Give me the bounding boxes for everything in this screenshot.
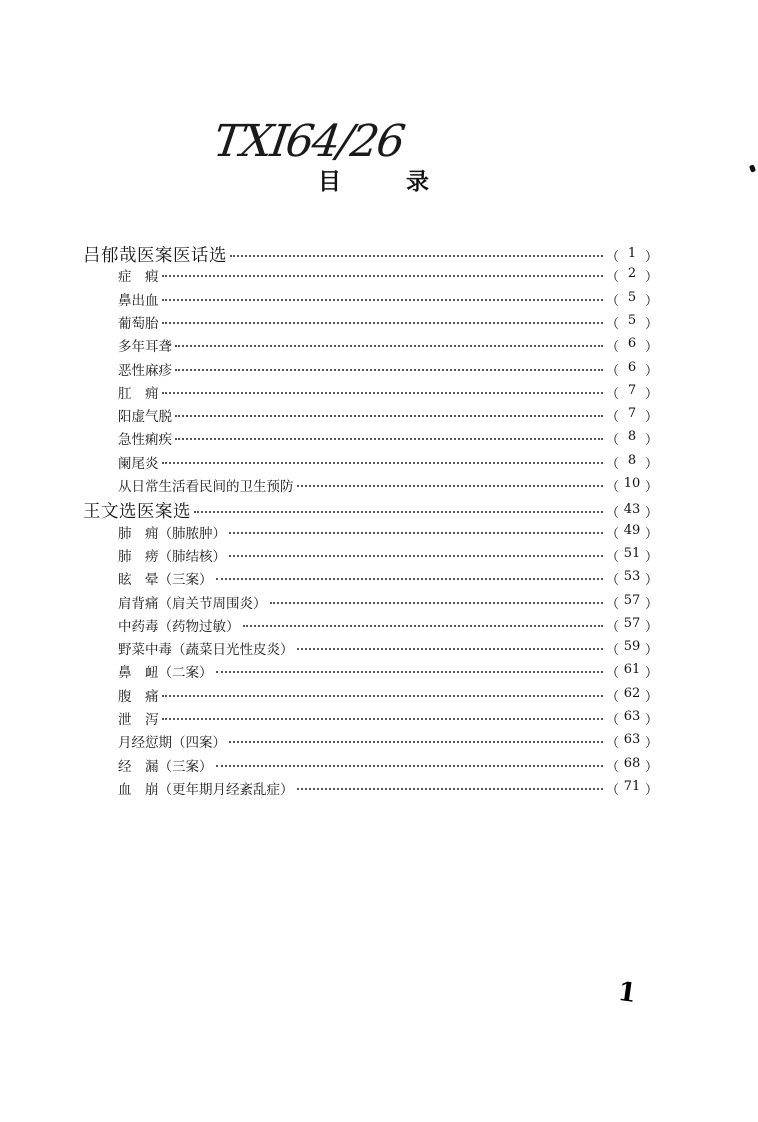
- toc-page-ref: [606, 336, 658, 355]
- toc-page-ref: [606, 383, 658, 402]
- toc-page-ref: [606, 686, 658, 705]
- toc-page-ref: [606, 453, 658, 472]
- close-paren: ）: [644, 457, 658, 472]
- toc-entry-title: 鼻出血: [118, 293, 159, 309]
- close-paren: ）: [644, 550, 658, 565]
- open-paren: （: [606, 317, 620, 332]
- dot-leader: [216, 577, 604, 580]
- page-title: [318, 171, 429, 194]
- open-paren: （: [606, 364, 620, 379]
- toc-entry-title: 眩 晕（三案）: [118, 572, 213, 588]
- toc-entry-title: 症 瘕: [118, 269, 159, 285]
- open-paren: （: [606, 527, 620, 542]
- open-paren: （: [606, 736, 620, 751]
- open-paren: （: [606, 480, 620, 495]
- toc-entry: [118, 661, 658, 683]
- close-paren: ）: [644, 480, 658, 495]
- ink-mark: [749, 164, 756, 172]
- close-paren: ）: [644, 364, 658, 379]
- page-ref-number: 51: [623, 546, 641, 561]
- close-paren: ）: [644, 410, 658, 425]
- toc-entry-title: 肺 痨（肺结核）: [118, 549, 226, 565]
- page-ref-number: 63: [623, 732, 641, 747]
- dot-leader: [243, 624, 604, 627]
- close-paren: ）: [644, 387, 658, 402]
- close-paren: ）: [644, 597, 658, 612]
- open-paren: （: [606, 620, 620, 635]
- open-paren: （: [606, 760, 620, 775]
- toc-entry-title: 血 崩（更年期月经紊乱症）: [118, 782, 294, 798]
- close-paren: ）: [644, 713, 658, 728]
- page-ref-number: 6: [627, 336, 637, 351]
- toc-entry-title: 急性痢疾: [118, 432, 172, 448]
- dot-leader: [175, 437, 603, 440]
- page-ref-number: 57: [623, 593, 641, 608]
- toc-entry-title: 阑尾炎: [118, 456, 159, 472]
- open-paren: （: [606, 433, 620, 448]
- toc-entry: [118, 359, 658, 381]
- toc-page-ref: [606, 502, 658, 521]
- toc-entry-title: 经 漏（三案）: [118, 759, 213, 775]
- page-ref-number: 10: [623, 476, 641, 491]
- toc-section-entry: [83, 498, 658, 520]
- dot-leader: [175, 368, 603, 371]
- open-paren: （: [606, 250, 620, 265]
- page-title-char-2: 录: [406, 169, 429, 195]
- dot-leader: [229, 531, 603, 534]
- toc-entry: [118, 685, 658, 707]
- dot-leader: [162, 274, 604, 277]
- open-paren: （: [606, 597, 620, 612]
- dot-leader: [162, 321, 604, 324]
- toc-entry-title: 鼻 衄（二案）: [118, 665, 213, 681]
- page-ref-number: 1: [627, 246, 637, 261]
- close-paren: ）: [644, 317, 658, 332]
- toc-page-ref: [606, 616, 658, 635]
- page-ref-number: 43: [623, 502, 641, 517]
- dot-leader: [162, 694, 604, 697]
- toc-entry-title: 肺 痈（肺脓肿）: [118, 526, 226, 542]
- dot-leader: [216, 670, 604, 673]
- dot-leader: [270, 601, 604, 604]
- dot-leader: [297, 647, 604, 650]
- page-ref-number: 8: [627, 453, 637, 468]
- toc-page-ref: [606, 406, 658, 425]
- toc-page-ref: [606, 246, 658, 265]
- page-ref-number: 7: [627, 383, 637, 398]
- dot-leader: [297, 787, 604, 790]
- dot-leader: [175, 414, 603, 417]
- close-paren: ）: [644, 783, 658, 798]
- toc-entry-title: 从日常生活看民间的卫生预防: [118, 479, 294, 495]
- toc-page-ref: [606, 360, 658, 379]
- close-paren: ）: [644, 620, 658, 635]
- close-paren: ）: [644, 666, 658, 681]
- page-title-char-1: 目: [318, 169, 341, 195]
- page-ref-number: 62: [623, 686, 641, 701]
- close-paren: ）: [644, 643, 658, 658]
- close-paren: ）: [644, 250, 658, 265]
- toc-page-ref: [606, 779, 658, 798]
- open-paren: （: [606, 713, 620, 728]
- toc-page-ref: [606, 593, 658, 612]
- close-paren: ）: [644, 527, 658, 542]
- open-paren: （: [606, 643, 620, 658]
- close-paren: ）: [644, 270, 658, 285]
- dot-leader: [162, 391, 604, 394]
- toc-page-ref: [606, 313, 658, 332]
- open-paren: （: [606, 270, 620, 285]
- page-ref-number: 71: [623, 779, 641, 794]
- page-ref-number: 49: [623, 523, 641, 538]
- dot-leader: [230, 254, 603, 257]
- toc-page-ref: [606, 429, 658, 448]
- toc-entry-title: 恶性麻疹: [118, 363, 172, 379]
- toc-entry: [118, 312, 658, 334]
- toc-entry: [118, 545, 658, 567]
- open-paren: （: [606, 573, 620, 588]
- toc-entry: [118, 382, 658, 404]
- toc-entry-title: 中药毒（药物过敏）: [118, 619, 240, 635]
- toc-page-ref: [606, 290, 658, 309]
- page-ref-number: 7: [627, 406, 637, 421]
- toc-entry-title: 多年耳聋: [118, 339, 172, 355]
- dot-leader: [162, 717, 604, 720]
- page-ref-number: 68: [623, 756, 641, 771]
- toc-entry: [118, 452, 658, 474]
- open-paren: （: [606, 387, 620, 402]
- toc-entry: [118, 428, 658, 450]
- dot-leader: [162, 298, 604, 301]
- open-paren: （: [606, 410, 620, 425]
- open-paren: （: [606, 506, 620, 521]
- toc-section-entry: [83, 242, 658, 264]
- close-paren: ）: [644, 294, 658, 309]
- open-paren: （: [606, 690, 620, 705]
- toc-entry: [118, 731, 658, 753]
- close-paren: ）: [644, 760, 658, 775]
- toc-entry-title: 阳虚气脱: [118, 409, 172, 425]
- handwritten-call-number: TXI64/26: [210, 116, 407, 167]
- toc-entry: [118, 475, 658, 497]
- open-paren: （: [606, 340, 620, 355]
- open-paren: （: [606, 294, 620, 309]
- toc-entry-title: 腹 痛: [118, 689, 159, 705]
- close-paren: ）: [644, 690, 658, 705]
- dot-leader: [229, 554, 603, 557]
- page-ref-number: 61: [623, 662, 641, 677]
- toc-entry-title: 吕郁哉医案医话选: [83, 246, 227, 266]
- toc-entry-title: 泄 泻: [118, 712, 159, 728]
- toc-entry-title: 月经愆期（四案）: [118, 735, 226, 751]
- page-ref-number: 5: [627, 290, 637, 305]
- toc-entry: [118, 265, 658, 287]
- toc-entry: [118, 335, 658, 357]
- toc-page-ref: [606, 266, 658, 285]
- close-paren: ）: [644, 506, 658, 521]
- toc-entry: [118, 638, 658, 660]
- toc-entry: [118, 615, 658, 637]
- open-paren: （: [606, 783, 620, 798]
- page-ref-number: 8: [627, 429, 637, 444]
- toc-page-ref: [606, 639, 658, 658]
- toc-entry: [118, 592, 658, 614]
- page-ref-number: 59: [623, 639, 641, 654]
- open-paren: （: [606, 666, 620, 681]
- toc-entry: [118, 708, 658, 730]
- page-number: 1: [616, 976, 639, 1010]
- toc-entry-title: 肩背痛（肩关节周围炎）: [118, 596, 267, 612]
- toc-page-ref: [606, 732, 658, 751]
- dot-leader: [216, 764, 604, 767]
- close-paren: ）: [644, 340, 658, 355]
- toc-page-ref: [606, 756, 658, 775]
- toc-entry: [118, 755, 658, 777]
- toc-entry-title: 葡萄胎: [118, 316, 159, 332]
- dot-leader: [175, 344, 603, 347]
- toc-entry: [118, 405, 658, 427]
- close-paren: ）: [644, 433, 658, 448]
- dot-leader: [194, 510, 603, 513]
- close-paren: ）: [644, 736, 658, 751]
- toc-page-ref: [606, 709, 658, 728]
- page-ref-number: 63: [623, 709, 641, 724]
- toc-page-ref: [606, 476, 658, 495]
- close-paren: ）: [644, 573, 658, 588]
- page-ref-number: 53: [623, 569, 641, 584]
- toc-entry-title: 野菜中毒（蔬菜日光性皮炎）: [118, 642, 294, 658]
- dot-leader: [162, 461, 604, 464]
- toc-entry: [118, 778, 658, 800]
- toc-entry-title: 肛 痈: [118, 386, 159, 402]
- dot-leader: [297, 484, 604, 487]
- page-ref-number: 5: [627, 313, 637, 328]
- toc-page-ref: [606, 546, 658, 565]
- toc-entry: [118, 568, 658, 590]
- page-ref-number: 6: [627, 360, 637, 375]
- toc-page-ref: [606, 523, 658, 542]
- dot-leader: [229, 740, 603, 743]
- page-ref-number: 57: [623, 616, 641, 631]
- toc-entry: [118, 289, 658, 311]
- toc-page-ref: [606, 569, 658, 588]
- open-paren: （: [606, 550, 620, 565]
- toc-entry: [118, 522, 658, 544]
- open-paren: （: [606, 457, 620, 472]
- page-ref-number: 2: [627, 266, 637, 281]
- toc-entry-title: 王文选医案选: [83, 502, 191, 522]
- toc-page-ref: [606, 662, 658, 681]
